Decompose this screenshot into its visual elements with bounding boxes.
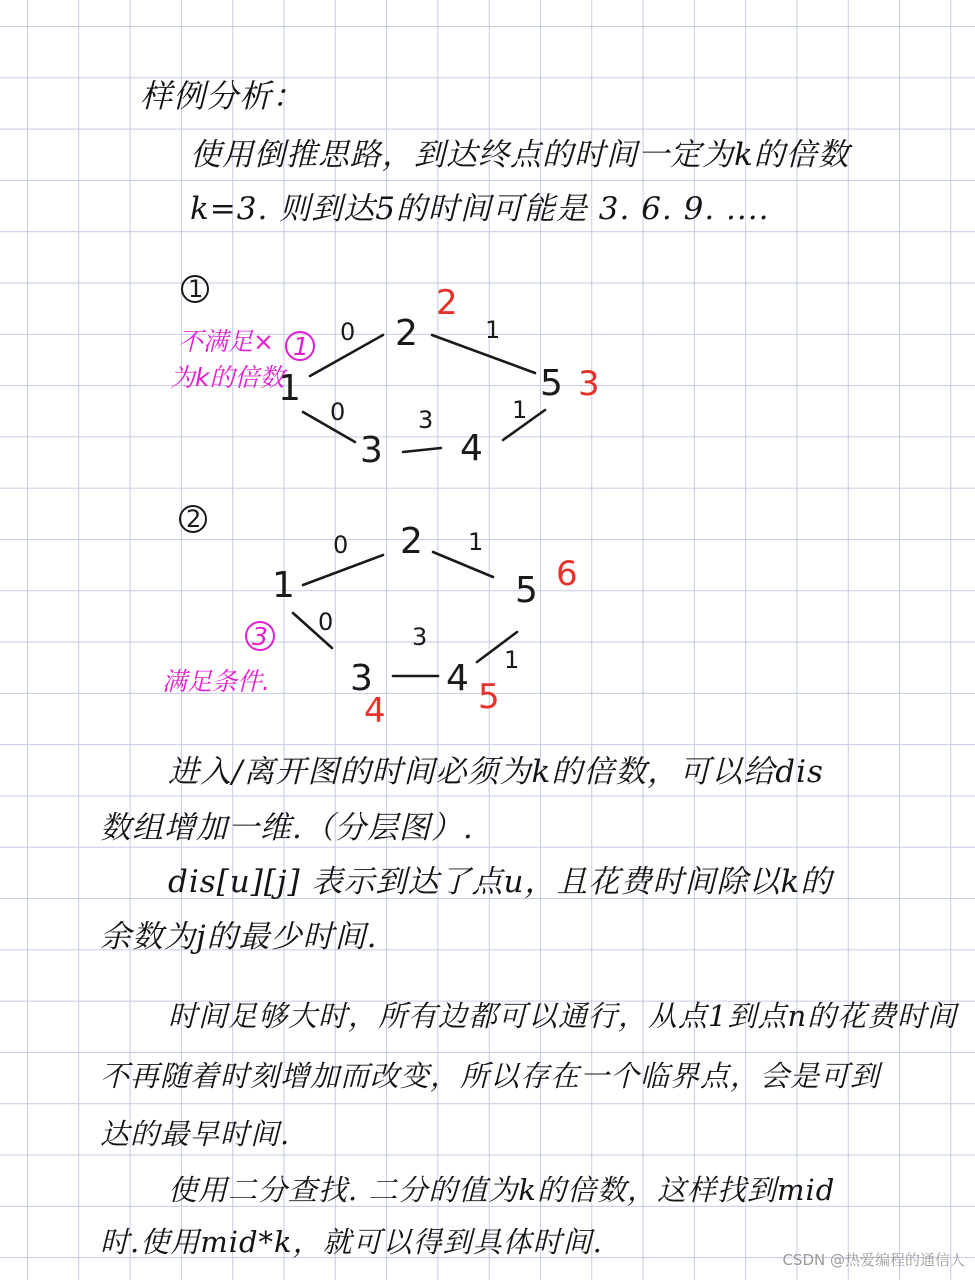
weight-3-4: 3: [418, 406, 434, 434]
note-line: 不再随着时刻增加而改变，所以存在一个临界点，会是可到: [100, 1059, 881, 1093]
edge-2-5: [433, 552, 493, 577]
node-5: 5: [540, 363, 563, 404]
diagram-1: [170, 275, 600, 471]
node-2: 2: [395, 313, 418, 354]
node-4: 4: [446, 658, 469, 699]
weight-1-2: 0: [333, 531, 349, 559]
note-line: 时间足够大时，所有边都可以通行，从点1到点n的花费时间: [168, 999, 958, 1033]
note-line: k=3. 则到达5的时间可能是 3. 6. 9. ....: [190, 191, 770, 227]
time-node-2: 2: [436, 283, 458, 323]
node-1: 1: [272, 565, 295, 606]
start-mark: 1: [293, 332, 309, 361]
annotation-line: 为k的倍数: [170, 363, 285, 392]
time-node-5: 3: [578, 364, 600, 404]
edge-1-2: [303, 555, 383, 585]
note-line: dis[u][j] 表示到达了点u，且花费时间除以k的: [168, 864, 833, 900]
note-line: 时.使用mid*k，就可以得到具体时间.: [100, 1225, 603, 1259]
time-node-4: 5: [478, 677, 500, 717]
note-line: 数组增加一维.（分层图）.: [100, 810, 474, 846]
weight-1-3: 0: [318, 608, 334, 636]
node-3: 3: [350, 658, 373, 699]
edge-3-4: [403, 448, 441, 452]
annotation-line: 不满足×: [178, 327, 274, 356]
edge-1-3: [303, 412, 355, 442]
weight-1-3: 0: [330, 398, 346, 426]
time-node-3: 4: [364, 691, 386, 731]
note-line: 余数为j的最少时间.: [100, 919, 378, 955]
edge-2-5: [432, 335, 535, 373]
diagram-2-label: 2: [186, 505, 202, 533]
watermark: CSDN @热爱编程的通信人: [782, 1251, 965, 1269]
note-line: 使用倒推思路，到达终点的时间一定为k的倍数: [190, 137, 850, 173]
diagram-1-label: 1: [188, 275, 204, 303]
node-3: 3: [360, 430, 383, 471]
diagram-2: [162, 505, 578, 731]
node-1: 1: [278, 368, 301, 409]
annotation-line: 满足条件.: [162, 667, 270, 696]
note-line: 使用二分查找. 二分的值为k的倍数，这样找到mid: [168, 1173, 836, 1207]
weight-4-5: 1: [504, 646, 520, 674]
start-mark: 3: [252, 622, 268, 651]
section-heading: 样例分析：: [140, 77, 306, 115]
weight-2-5: 1: [485, 316, 501, 344]
node-2: 2: [400, 521, 423, 562]
weight-2-5: 1: [468, 528, 484, 556]
weight-3-4: 3: [412, 623, 428, 651]
weight-1-2: 0: [340, 318, 356, 346]
node-4: 4: [460, 428, 483, 469]
weight-4-5: 1: [512, 396, 528, 424]
time-node-5: 6: [556, 554, 578, 594]
note-line: 进入/离开图的时间必须为k的倍数，可以给dis: [168, 754, 824, 790]
note-line: 达的最早时间.: [100, 1117, 291, 1151]
node-5: 5: [515, 570, 538, 611]
